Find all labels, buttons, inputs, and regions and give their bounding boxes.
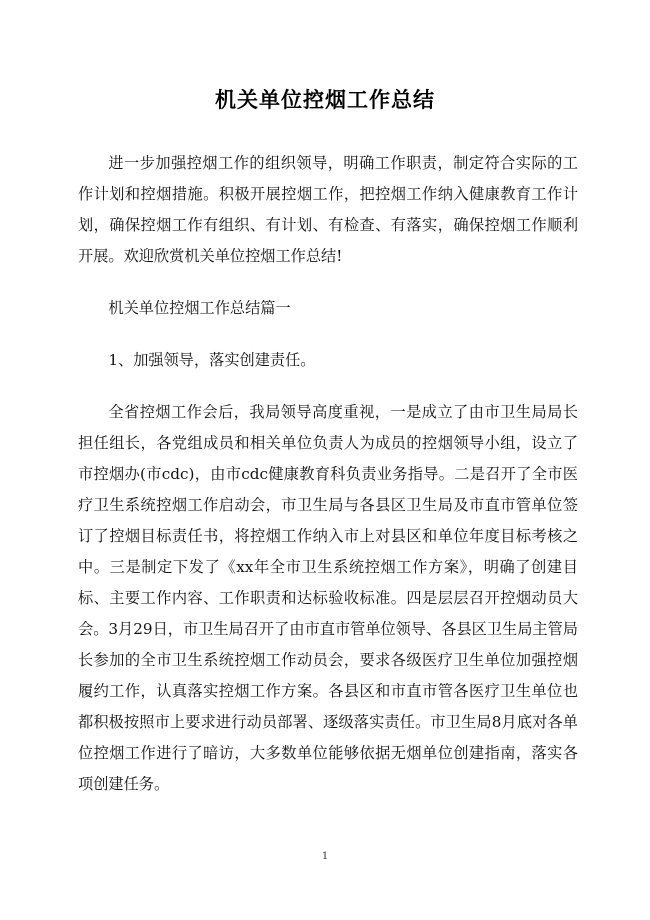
body-paragraph: 全省控烟工作会后，我局领导高度重视，一是成立了由市卫生局局长担任组长，各党组成员和相关单位负责人为成员的控烟领导小组，设立了市控烟办(市cdc)，由市cdc健康教育科负责业务指导。二是召开了全市医疗卫生系统控烟工作启动会，市卫生局与各县区卫生局及市直市管单位签订了控烟目标责任书，将控烟工作纳入市上对县区和单位年度目标考核之中。三是制定下发了《xx年全市卫生系统控烟工作方案》，明确了创建目标、主要工作内容、工作职责和达标验收标准。四是层层召开控烟动员大会。3月29日，市卫生局召开了由市直市管单位领导、各县区卫生局主管局长参加的全市卫生系统控烟工作动员会，要求各级医疗卫生单位加强控烟履约工作，认真落实控烟工作方案。各县区和市直市管各医疗卫生单位也都积极按照市上要求进行动员部署、逐级落实责任。市卫生局8月底对各单位控烟工作进行了暗访，大多数单位能够依据无烟单位创建指南，落实各项创建任务。	[78, 403, 578, 793]
document-title: 机关单位控烟工作总结	[215, 88, 435, 112]
section-heading: 机关单位控烟工作总结篇一	[108, 299, 291, 317]
intro-paragraph: 进一步加强控烟工作的组织领导，明确工作职责，制定符合实际的工作计划和控烟措施。积极开展控烟工作，把控烟工作纳入健康教育工作计划，确保控烟工作有组织、有计划、有检查、有落实，确保控烟工作顺利开展。欢迎欣赏机关单位控烟工作总结!	[78, 154, 578, 265]
document-body	[78, 148, 578, 821]
page-number: 1	[321, 851, 329, 862]
subsection-heading: 1、加强领导，落实创建责任。	[108, 351, 316, 369]
